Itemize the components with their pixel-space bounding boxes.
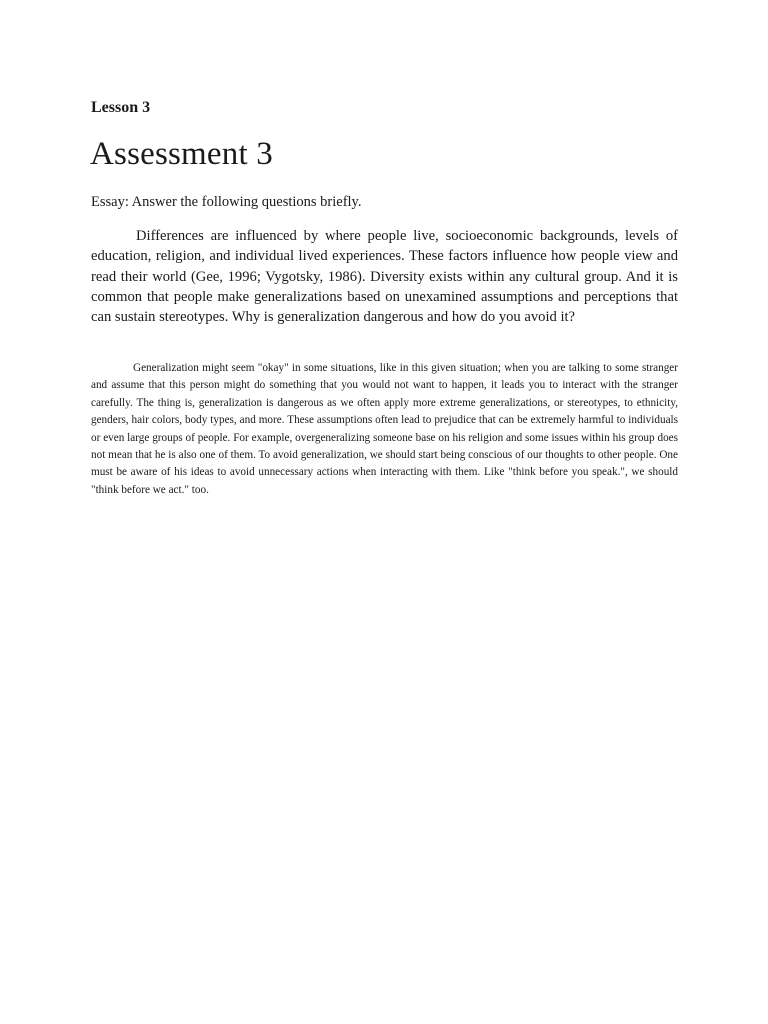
essay-answer: Generalization might seem "okay" in some situations, like in this given situation; when you are talking to some stranger and assume that this person might do something that you would not want to happen, it leads you to interact with the stranger carefully. The thing is, generalization is dangerous as we often apply more extreme generalizations, or stereotypes, to ethnicity, genders, hair colors, body types, and more. These assumptions often lead to prejudice that can be extremely harmful to individuals or even large groups of people. For example, overgeneralizing someone base on his religion and some issues within his group does not mean that he is also one of them. To avoid generalization, we should start being conscious of our thoughts to other people. One must be aware of his ideas to avoid unnecessary actions when interacting with them. Like "think before you speak.", we should "think before we act." too. bbox=[91, 362, 678, 496]
essay-instruction: Essay: Answer the following questions briefly. bbox=[91, 194, 362, 210]
lesson-label: Lesson 3 bbox=[91, 99, 151, 116]
assessment-title: Assessment 3 bbox=[90, 136, 273, 172]
essay-question: Differences are influenced by where people live, socioeconomic backgrounds, levels of education, religion, and individual lived experiences. These factors influence how people view and read their world (Gee, 1996; Vygotsky, 1986). Diversity exists within any cultural group. And it is common that people make generalizations based on unexamined assumptions and perceptions that can sustain stereotypes. Why is generalization dangerous and how do you avoid it? bbox=[91, 228, 678, 326]
